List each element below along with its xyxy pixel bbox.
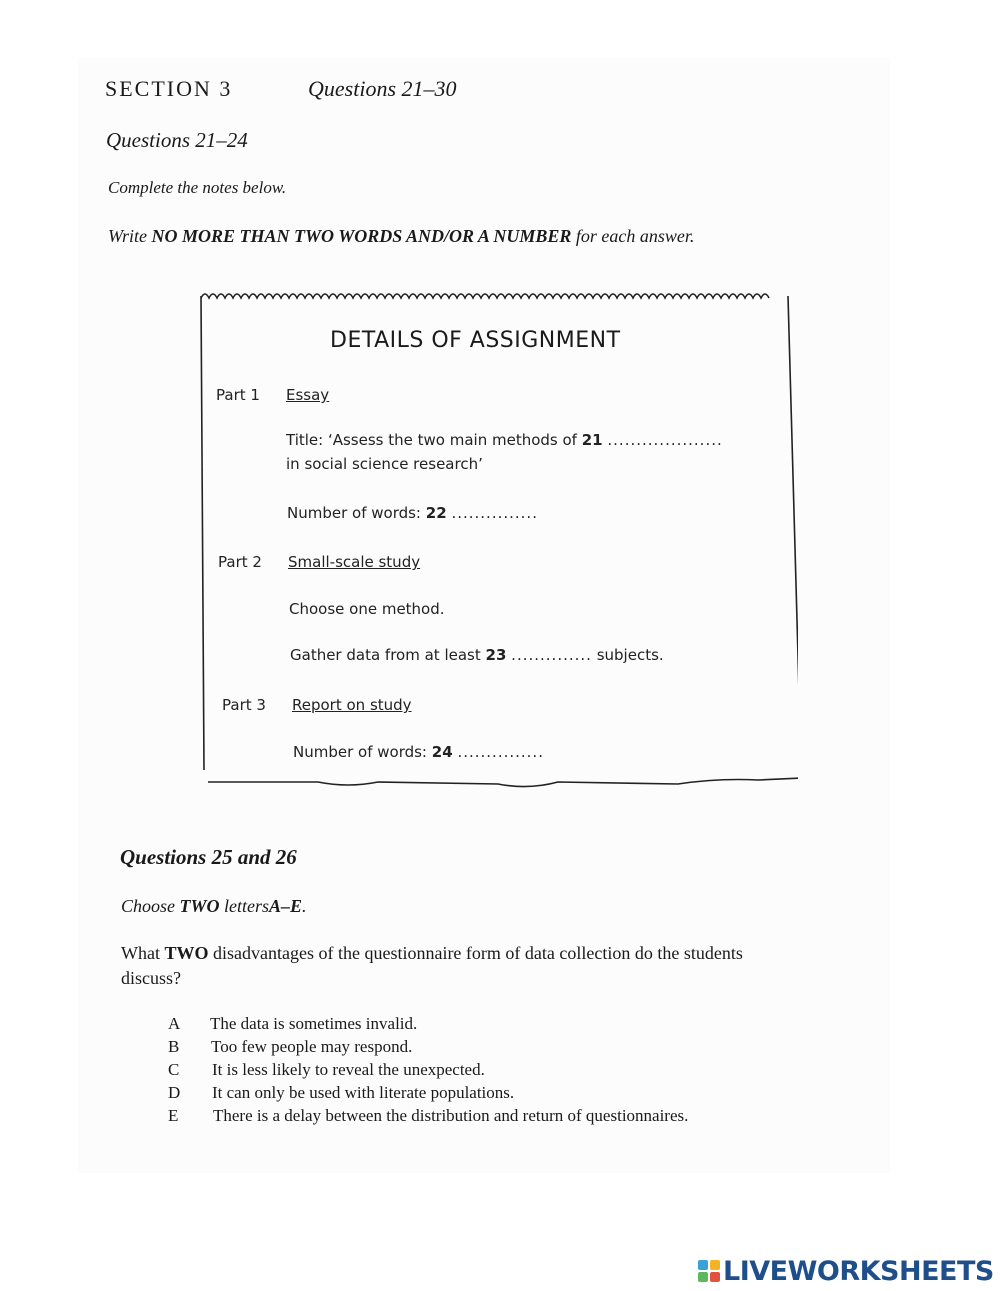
gather-data-line <box>290 646 664 664</box>
option-c[interactable] <box>168 1060 868 1083</box>
question-line-2: discuss? <box>121 968 181 988</box>
q21-answer-blank[interactable]: .................... <box>607 431 723 449</box>
report-word-count-label: Number of words: <box>293 743 427 761</box>
option-a-letter: A <box>168 1014 181 1033</box>
logo-square-3 <box>698 1272 708 1282</box>
option-d-letter: D <box>168 1083 181 1102</box>
instruction-choose-letters: A–E <box>269 896 303 916</box>
gather-data-text: Gather data from at least <box>290 646 481 664</box>
assignment-notes-box <box>198 288 798 788</box>
option-a-text: The data is sometimes invalid. <box>210 1014 418 1033</box>
option-a[interactable] <box>168 1014 868 1037</box>
instruction-choose-end: . <box>302 896 307 916</box>
instruction-choose-bold: TWO <box>179 896 220 916</box>
question-post: disadvantages of the questionnaire form of data collection do the students <box>213 943 743 963</box>
notes-title: DETAILS OF ASSIGNMENT <box>330 328 621 353</box>
q23-number: 23 <box>485 646 507 664</box>
questions-21-24-heading: Questions 21–24 <box>106 128 248 152</box>
section-heading: SECTION 3 <box>105 76 233 101</box>
option-b[interactable] <box>168 1037 868 1060</box>
part3-heading <box>292 696 412 714</box>
part1-heading-text: Essay <box>286 386 330 404</box>
option-e-letter: E <box>168 1106 179 1125</box>
essay-title-text: Title: ‘Assess the two main methods of <box>286 431 577 449</box>
option-c-text: It is less likely to reveal the unexpected. <box>212 1060 485 1079</box>
liveworksheets-logo[interactable] <box>698 1256 994 1286</box>
essay-word-count-line <box>287 504 538 522</box>
question-bold: TWO <box>164 943 209 963</box>
logo-square-1 <box>698 1260 708 1270</box>
part2-heading <box>288 553 420 571</box>
instruction-choose-mid: letters <box>224 896 269 916</box>
option-e[interactable] <box>168 1106 868 1129</box>
essay-title-line-1 <box>286 431 723 449</box>
choose-method-text: Choose one method. <box>289 600 445 618</box>
logo-squares-icon <box>698 1260 720 1282</box>
instruction-choose-pre: Choose <box>121 896 175 916</box>
part3-label: Part 3 <box>222 696 266 714</box>
part2-heading-text: Small-scale study <box>288 553 421 571</box>
question-25-26-text <box>121 941 881 991</box>
option-b-text: Too few people may respond. <box>211 1037 413 1056</box>
option-c-letter: C <box>168 1060 180 1079</box>
instruction-word-limit-bold: NO MORE THAN TWO WORDS AND/OR A NUMBER <box>151 226 572 246</box>
essay-title-line-2: in social science research’ <box>286 455 483 473</box>
logo-square-4 <box>710 1272 720 1282</box>
part1-label: Part 1 <box>216 386 260 404</box>
instruction-complete-notes: Complete the notes below. <box>108 178 287 197</box>
option-e-text: There is a delay between the distribution and return of questionnaires. <box>213 1106 689 1125</box>
logo-square-2 <box>710 1260 720 1270</box>
question-pre: What <box>121 943 160 963</box>
part1-heading <box>286 386 329 404</box>
instruction-word-limit <box>108 226 694 247</box>
option-d-text: It can only be used with literate populations. <box>212 1083 515 1102</box>
q22-number: 22 <box>425 504 447 522</box>
instruction-word-limit-post: for each answer. <box>575 226 695 246</box>
notes-box-border <box>198 288 798 788</box>
q22-answer-blank[interactable]: ............... <box>451 504 538 522</box>
instruction-word-limit-pre: Write <box>108 226 147 246</box>
question-line-1 <box>121 941 881 966</box>
q24-answer-blank[interactable]: ............... <box>457 743 544 761</box>
option-d[interactable] <box>168 1083 868 1106</box>
part3-heading-text: Report on study <box>292 696 412 714</box>
logo-text: LIVEWORKSHEETS <box>723 1255 994 1287</box>
gather-data-subjects: subjects. <box>596 646 664 664</box>
q21-number: 21 <box>581 431 603 449</box>
instruction-choose-two <box>121 896 307 917</box>
report-word-count-line <box>293 743 544 761</box>
section-questions-range: Questions 21–30 <box>308 76 457 101</box>
essay-word-count-label: Number of words: <box>287 504 421 522</box>
q24-number: 24 <box>431 743 453 761</box>
options-list <box>168 1014 868 1129</box>
part2-label: Part 2 <box>218 553 262 571</box>
questions-25-26-heading: Questions 25 and 26 <box>120 845 297 869</box>
q23-answer-blank[interactable]: .............. <box>511 646 592 664</box>
option-b-letter: B <box>168 1037 180 1056</box>
